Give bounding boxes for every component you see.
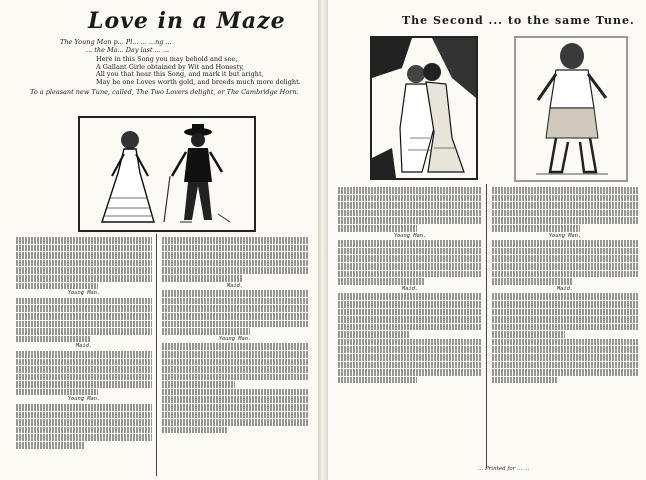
left-page: [0, 0, 318, 480]
verse-line: All you that hear this Song, and mark it but aright,: [96, 71, 264, 79]
stanza-heading: Young Man.: [218, 335, 252, 342]
stanza-heading: Young Man.: [67, 396, 101, 403]
column-divider: [486, 184, 487, 468]
intro-verse: [96, 56, 306, 86]
right-text-column-2: [492, 186, 638, 458]
imprint-footer: ... Printed for ... ...: [478, 466, 530, 472]
verse-line: Here in this Song you may behold and see,: [96, 56, 238, 63]
left-text-column-1: [16, 236, 152, 476]
stanza-heading: Young Man.: [67, 290, 101, 297]
stanza-heading: Maid.: [226, 282, 244, 289]
subtitle-line-2: ... the Ma... Day last ... ...: [86, 46, 170, 54]
stanza-heading: Maid.: [556, 285, 574, 292]
woodcut-figure: [514, 36, 628, 182]
second-part-title: The Second ... to the same Tune.: [402, 14, 635, 27]
woodcut-embrace: [370, 36, 478, 180]
stanza-heading: Young Man.: [548, 232, 582, 239]
verse-line: A Gallant Girle obtained by Wit and Honesty,: [96, 63, 244, 71]
left-text-column-2: [162, 236, 308, 476]
ballad-title: Love in a Maze: [88, 8, 286, 34]
subtitle-line-1: The Young Man p... Pl... ... ...ng ...: [60, 38, 172, 46]
column-divider: [156, 234, 157, 476]
verse-line: May be one Loves worth gold, and breeds much more delight.: [96, 78, 301, 86]
right-page: [328, 0, 646, 480]
book-gutter: [318, 0, 328, 480]
stanza-heading: Young Man.: [393, 232, 427, 239]
woodcut-couple: [78, 116, 256, 232]
right-text-column-1: [338, 186, 482, 468]
tune-line: To a pleasant new Tune, called, The Two Lovers delight, or The Cambridge Horn.: [30, 88, 299, 96]
stanza-heading: Maid.: [401, 285, 419, 292]
stanza-heading: Maid.: [75, 343, 93, 350]
